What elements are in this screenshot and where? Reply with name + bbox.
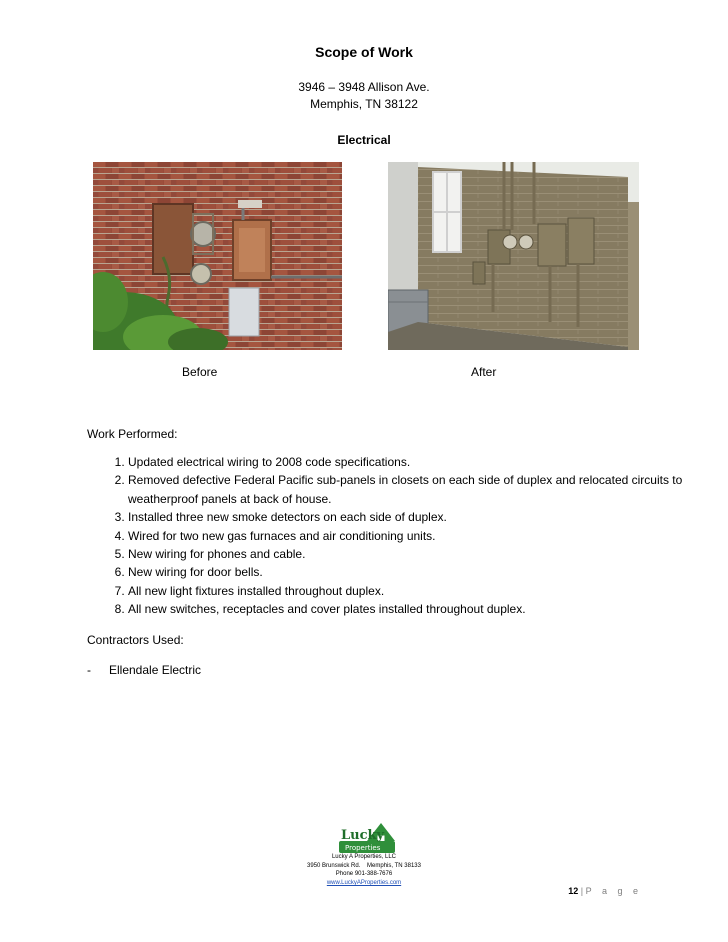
page-label: P a g e	[585, 886, 642, 896]
page-separator: |	[580, 886, 584, 896]
list-item: 5. New wiring for phones and cable.	[128, 545, 688, 563]
bullet-dash: -	[87, 663, 91, 677]
list-item: 7. All new light fixtures installed throughout duplex.	[128, 582, 688, 600]
after-photo	[388, 162, 639, 350]
footer-contact	[264, 823, 464, 887]
list-item: 1. Updated electrical wiring to 2008 code specifications.	[128, 453, 688, 471]
list-item: 6. New wiring for door bells.	[128, 563, 688, 581]
footer-phone: Phone 901-388-7676	[335, 871, 393, 878]
after-caption: After	[471, 365, 497, 379]
footer-website-link[interactable]: www.LuckyAProperties.com	[326, 879, 402, 886]
contractor-name: Ellendale Electric	[109, 663, 202, 677]
list-item: 4. Wired for two new gas furnaces and air conditioning units.	[128, 527, 688, 545]
footer-address: 3950 Brunswick Rd. Memphis, TN 38133	[307, 862, 421, 869]
work-performed-list	[87, 453, 688, 619]
footer-company: Lucky A Properties, LLC	[331, 854, 397, 860]
before-caption: Before	[182, 365, 218, 379]
before-photo	[93, 162, 342, 350]
svg-text:Lucky: Lucky	[341, 828, 385, 843]
list-item: 3. Installed three new smoke detectors on each side of duplex.	[128, 508, 688, 526]
list-item: 8. All new switches, receptacles and cover plates installed throughout duplex.	[128, 600, 688, 618]
contractors-heading: Contractors Used:	[87, 633, 184, 647]
svg-text:Properties: Properties	[345, 844, 381, 852]
section-heading: Electrical	[337, 133, 391, 147]
address-line-2: Memphis, TN 38122	[310, 97, 418, 111]
list-item: 2. Removed defective Federal Pacific sub-panels in closets on each side of duplex and relocated circuits to weatherproof panels at back of house.	[128, 471, 688, 508]
address-line-1: 3946 – 3948 Allison Ave.	[298, 80, 430, 94]
page-number-value: 12	[568, 886, 579, 896]
work-performed-heading: Work Performed:	[87, 427, 178, 441]
page-title: Scope of Work	[315, 44, 413, 60]
page-number	[560, 886, 642, 896]
